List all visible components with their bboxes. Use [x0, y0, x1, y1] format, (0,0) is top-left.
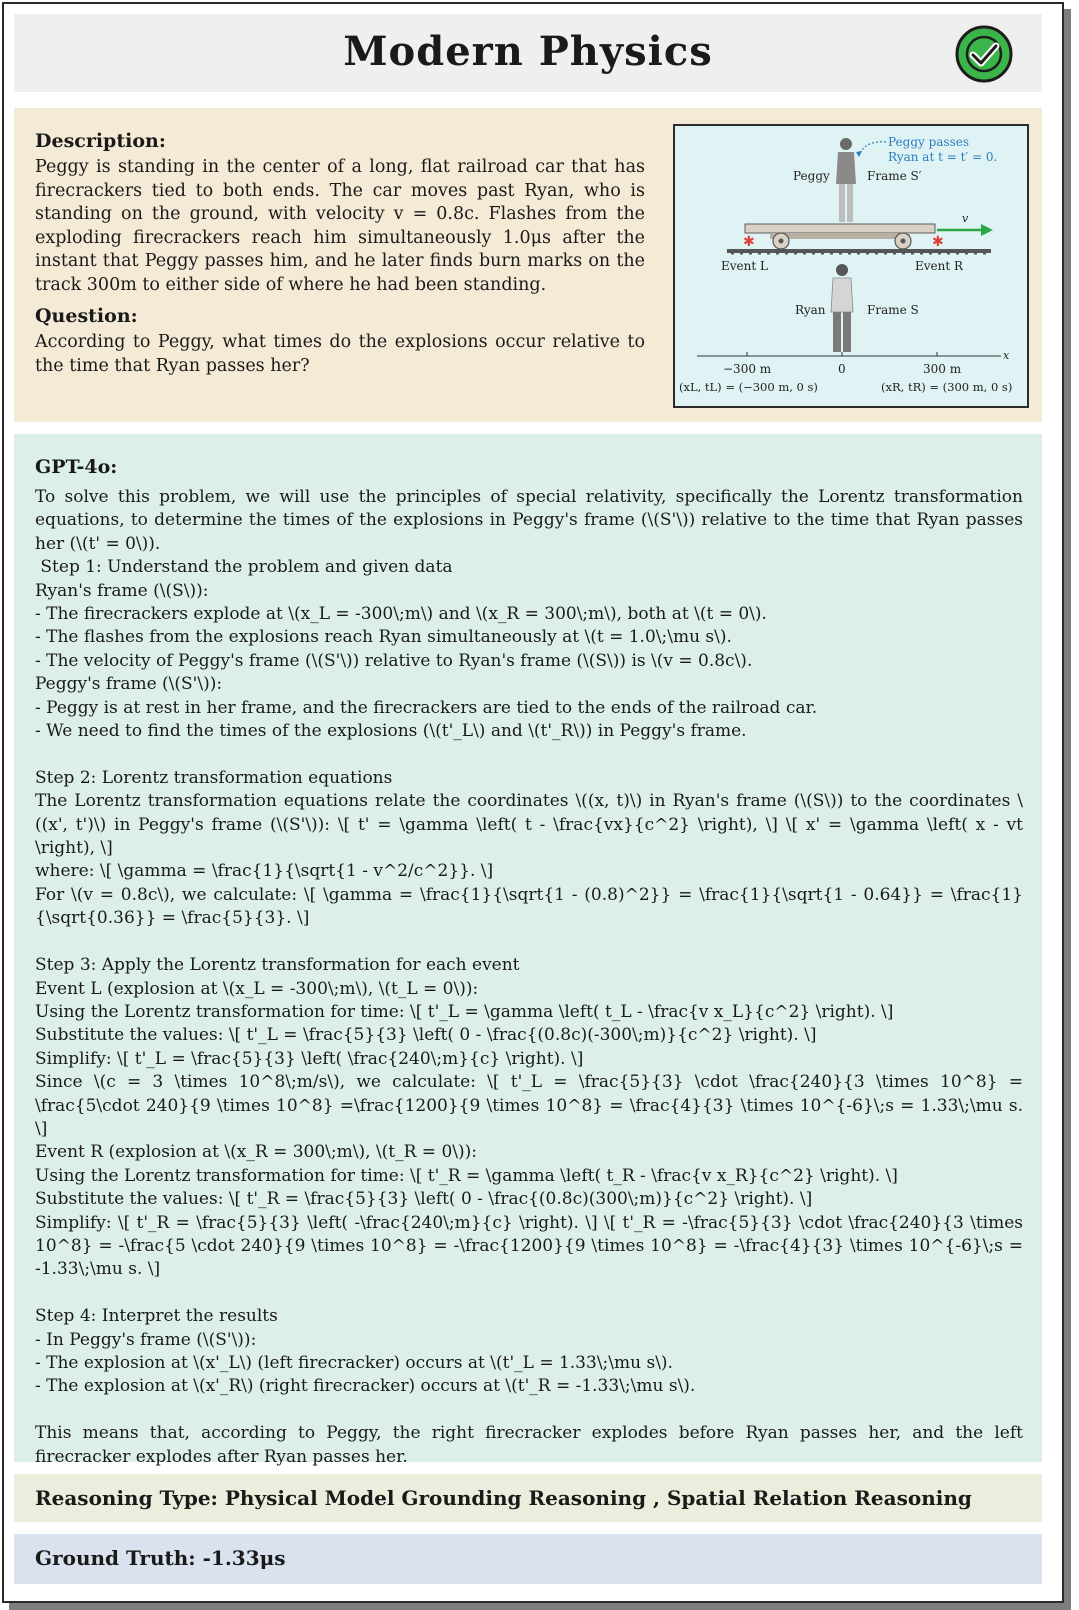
reasoning-type-text: Reasoning Type: Physical Model Grounding Reasoning , Spatial Relation Reasoning	[35, 1486, 972, 1510]
figure-frame-s-prime: Frame S′	[867, 169, 922, 183]
step1-line: - Peggy is at rest in her frame, and the firecrackers are tied to the ends of the railroad car.	[35, 697, 818, 718]
figure-velocity: v	[962, 212, 969, 225]
figure-coord-left: (xL, tL) = (−300 m, 0 s)	[679, 380, 818, 394]
svg-text:✱: ✱	[743, 234, 755, 250]
ryan-figure	[831, 264, 853, 352]
figure-peggy-label: Peggy	[793, 169, 830, 183]
page-title: Modern Physics	[343, 28, 713, 75]
step3-title: Step 3: Apply the Lorentz transformation for each event	[35, 955, 520, 976]
ground-truth-text: Ground Truth: -1.33μs	[35, 1546, 286, 1570]
step3-paragraph: Simplify: \[ t'_R = \frac{5}{3} \left( -\frac{240\;m}{c} \right). \] \[ t'_R = -\frac{5}{3} \cdot \frac{240}{3 \times 10^8} = -\frac{5 \cdot 240}{9 \times 10^8} = -\frac{1200}{9 \times 10^8} = -\frac{4}{3} \times 10^{-6}\;s = -1.33\;\mu s. \]	[35, 1212, 1023, 1280]
answer-conclusion: This means that, according to Peggy, the right firecracker explodes before Ryan passes her, and the left firecracker explodes after Ryan passes her.	[35, 1423, 1023, 1467]
figure-event-l: Event L	[721, 259, 768, 273]
ground-truth-bar	[14, 1534, 1042, 1584]
step1-line: Peggy's frame (\(S'\)):	[35, 674, 223, 695]
step1-line: Ryan's frame (\(S\)):	[35, 580, 209, 601]
step1-line: - The flashes from the explosions reach Ryan simultaneously at \(t = 1.0\;\mu s\).	[35, 627, 732, 648]
question-text: According to Peggy, what times do the explosions occur relative to the time that Ryan passes her?	[35, 332, 645, 376]
figure-note-line1: Peggy passes	[888, 135, 970, 149]
step4-line: - In Peggy's frame (\(S'\)):	[35, 1329, 257, 1350]
step1-title: Step 1: Understand the problem and given data	[35, 557, 453, 578]
description-text: Peggy is standing in the center of a long, flat railroad car that has firecrackers tied to both ends. The car moves past Ryan, who is standing on the ground, with velocity v = 0.8c. Flashes from the exploding firecrackers reach him simultaneously 1.0μs after the instant that Peggy passes him, and he later finds burn marks on the track 300m to either side of where he had been standing.	[35, 157, 645, 295]
answer-panel	[14, 434, 1042, 1467]
figure-ryan-label: Ryan	[795, 303, 826, 317]
svg-text:✱: ✱	[932, 234, 944, 250]
step3-line: Simplify: \[ t'_L = \frac{5}{3} \left( \frac{240\;m}{c} \right). \]	[35, 1048, 584, 1069]
step2-paragraph: The Lorentz transformation equations relate the coordinates \((x, t)\) in Ryan's frame (\(S\)) to the coordinates \((x', t')\) in Peggy's frame (\(S'\)): \[ t' = \gamma \left( t - \frac{vx}{c^2} \right), \] \[ x' = \gamma \left( x - vt \right), \]	[35, 791, 1023, 859]
figure-tick-left: −300 m	[723, 362, 772, 376]
step4-title: Step 4: Interpret the results	[35, 1306, 278, 1327]
step3-line: Using the Lorentz transformation for time: \[ t'_R = \gamma \left( t_R - \frac{v x_R}{c^2} \right). \]	[35, 1165, 898, 1186]
step2-line: where: \[ \gamma = \frac{1}{\sqrt{1 - v^2/c^2}}. \]	[35, 861, 494, 882]
step3-line: Using the Lorentz transformation for time: \[ t'_L = \gamma \left( t_L - \frac{v x_L}{c^2} \right). \]	[35, 1001, 894, 1022]
step3-line: Event L (explosion at \(x_L = -300\;m\), \(t_L = 0\)):	[35, 978, 479, 999]
peggy-figure	[836, 138, 856, 222]
answer-heading: GPT-4o:	[35, 456, 118, 478]
figure-axis-x: x	[1003, 349, 1010, 362]
figure-note-line2: Ryan at t = t′ = 0.	[888, 150, 998, 164]
header	[14, 14, 1042, 92]
question-heading: Question:	[35, 305, 138, 327]
figure-tick-right: 300 m	[923, 362, 962, 376]
step2-paragraph: For \(v = 0.8c\), we calculate: \[ \gamma = \frac{1}{\sqrt{1 - (0.8)^2}} = \frac{1}{\sqrt{1 - 0.64}} = \frac{1}{\sqrt{0.36}} = \frac{5}{3}. \]	[35, 884, 1023, 929]
step1-line: - The firecrackers explode at \(x_L = -300\;m\) and \(x_R = 300\;m\), both at \(t = 0\).	[35, 604, 767, 625]
description-panel	[14, 108, 1042, 422]
step2-title: Step 2: Lorentz transformation equations	[35, 767, 393, 788]
answer-intro: To solve this problem, we will use the principles of special relativity, specifically the Lorentz transformation equations, to determine the times of the explosions in Peggy's frame (\(S'\)) relative to the time that Ryan passes her (\(t' = 0\)).	[35, 487, 1023, 554]
step4-line: - The explosion at \(x'_L\) (left firecracker) occurs at \(t'_L = 1.33\;\mu s\).	[35, 1352, 673, 1373]
reasoning-type-bar	[14, 1474, 1042, 1522]
figure-coord-right: (xR, tR) = (300 m, 0 s)	[881, 380, 1013, 394]
check-circle-icon	[954, 24, 1014, 84]
description-heading: Description:	[35, 130, 166, 152]
physics-figure	[673, 124, 1029, 408]
step3-paragraph: Since \(c = 3 \times 10^8\;m/s\), we calculate: \[ t'_L = \frac{5}{3} \cdot \frac{240}{3 \times 10^8} = \frac{5\cdot 240}{9 \times 10^8} =\frac{1200}{9 \times 10^8} = \frac{4}{3} \times 10^{-6}\;s = 1.33\;\mu s. \]	[35, 1072, 1023, 1139]
step4-line: - The explosion at \(x'_R\) (right firecracker) occurs at \(t'_R = -1.33\;\mu s\).	[35, 1376, 696, 1397]
step3-line: Event R (explosion at \(x_R = 300\;m\), \(t_R = 0\)):	[35, 1142, 477, 1163]
step1-line: - The velocity of Peggy's frame (\(S'\)) relative to Ryan's frame (\(S\)) is \(v = 0.8c\).	[35, 650, 753, 671]
figure-tick-zero: 0	[838, 362, 846, 376]
step1-line: - We need to find the times of the explosions (\(t'_L\) and \(t'_R\)) in Peggy's frame.	[35, 721, 747, 742]
figure-frame-s: Frame S	[867, 303, 919, 317]
step3-line: Substitute the values: \[ t'_L = \frac{5}{3} \left( 0 - \frac{(0.8c)(-300\;m)}{c^2} \right). \]	[35, 1025, 817, 1046]
step3-line: Substitute the values: \[ t'_R = \frac{5}{3} \left( 0 - \frac{(0.8c)(300\;m)}{c^2} \right). \]	[35, 1189, 813, 1210]
figure-event-r: Event R	[915, 259, 964, 273]
